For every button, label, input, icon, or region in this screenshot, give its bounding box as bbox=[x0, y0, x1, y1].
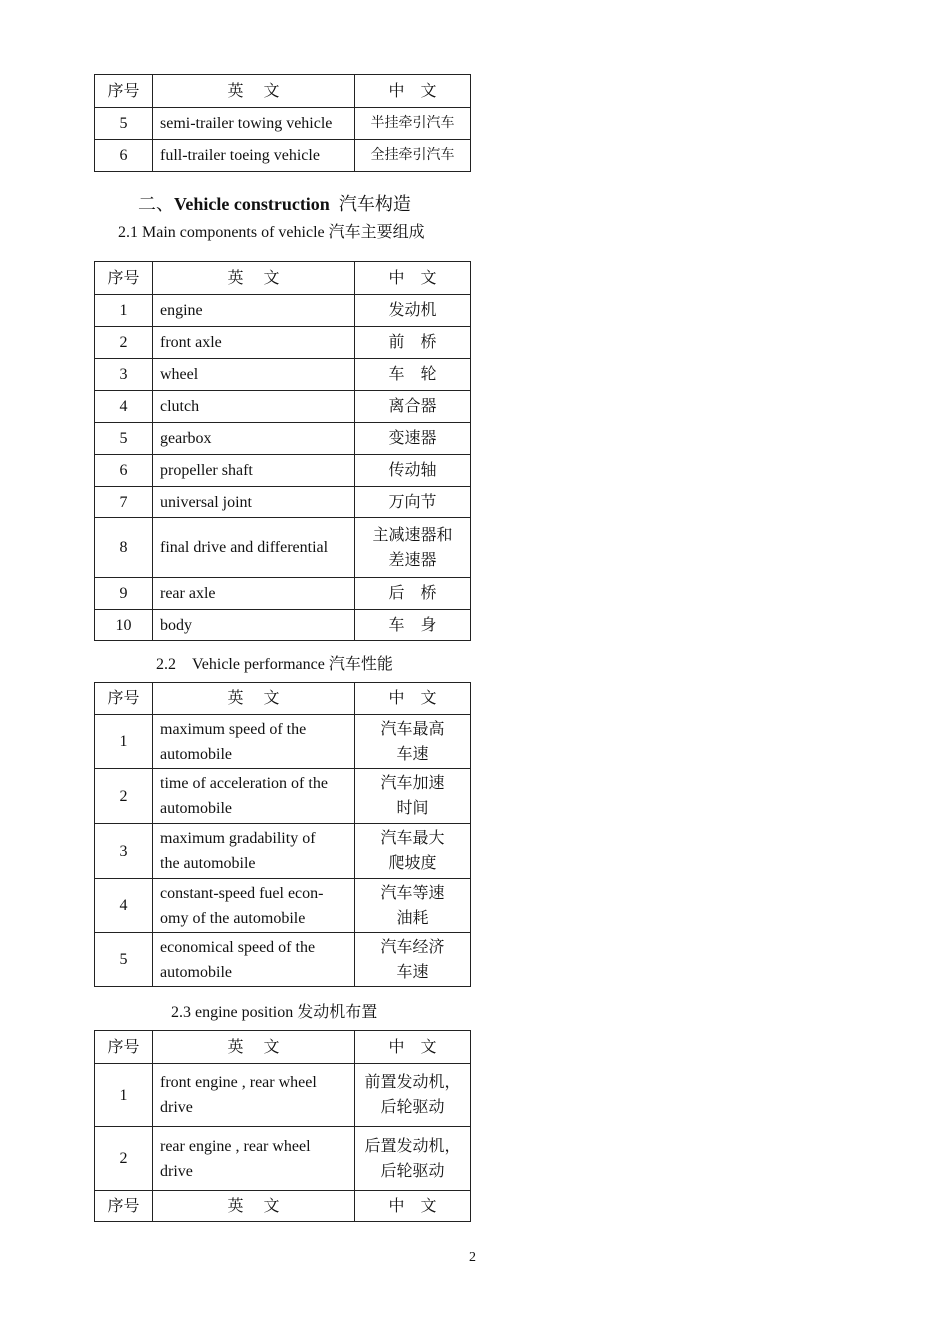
row-cn bbox=[355, 769, 471, 824]
subsection-heading: 2.3 engine position 发动机布置 bbox=[171, 1004, 378, 1021]
row-no: 1 bbox=[95, 715, 153, 769]
row-no: 5 bbox=[95, 423, 153, 455]
row-cn-line: 车速 bbox=[396, 963, 429, 981]
row-cn-line: 差速器 bbox=[388, 551, 437, 569]
row-cn-line: 后置发动机， bbox=[364, 1137, 461, 1155]
table-row bbox=[95, 824, 471, 879]
row-cn bbox=[355, 933, 471, 987]
table-header-row bbox=[95, 262, 471, 295]
row-cn bbox=[355, 879, 471, 933]
row-en bbox=[153, 715, 355, 769]
section-prefix: 二、 bbox=[138, 194, 174, 214]
header-en: 英 文 bbox=[153, 262, 355, 295]
vehicle-performance-table bbox=[94, 682, 471, 987]
row-cn-line: 爬坡度 bbox=[388, 855, 437, 872]
row-cn-line: 汽车加速 bbox=[380, 775, 445, 792]
row-en: clutch bbox=[153, 391, 355, 423]
table-row bbox=[95, 423, 471, 455]
row-en bbox=[153, 933, 355, 987]
row-cn-line: 主减速器和 bbox=[372, 526, 453, 544]
table-header-row bbox=[95, 683, 471, 715]
row-cn: 变速器 bbox=[355, 423, 471, 455]
header-no: 序号 bbox=[95, 75, 153, 108]
row-cn: 车 轮 bbox=[355, 359, 471, 391]
row-cn: 传动轴 bbox=[355, 455, 471, 487]
row-cn: 车 身 bbox=[355, 610, 471, 641]
row-no: 6 bbox=[95, 455, 153, 487]
row-no: 7 bbox=[95, 487, 153, 518]
row-cn-line: 车速 bbox=[396, 745, 429, 763]
row-cn-line: 汽车最大 bbox=[380, 830, 445, 847]
section-heading bbox=[138, 190, 411, 216]
row-en bbox=[153, 824, 355, 879]
footer-no: 序号 bbox=[95, 1191, 153, 1222]
row-cn: 离合器 bbox=[355, 391, 471, 423]
row-en: full-trailer toeing vehicle bbox=[153, 140, 355, 172]
header-no: 序号 bbox=[95, 683, 153, 715]
row-en: final drive and differential bbox=[153, 518, 355, 578]
footer-en: 英 文 bbox=[153, 1191, 355, 1222]
header-en: 英 文 bbox=[153, 75, 355, 108]
row-no: 4 bbox=[95, 879, 153, 933]
row-en bbox=[153, 1064, 355, 1127]
table-row bbox=[95, 391, 471, 423]
table-row bbox=[95, 487, 471, 518]
row-cn: 发动机 bbox=[355, 295, 471, 327]
row-en: engine bbox=[153, 295, 355, 327]
row-en bbox=[153, 879, 355, 933]
table-row bbox=[95, 295, 471, 327]
row-no: 6 bbox=[95, 140, 153, 172]
row-cn-line: 前置发动机， bbox=[364, 1074, 461, 1091]
row-no: 1 bbox=[95, 1064, 153, 1127]
row-cn-line: 油耗 bbox=[396, 909, 429, 927]
subsection-heading: 2.2 Vehicle performance 汽车性能 bbox=[156, 656, 393, 673]
row-no: 8 bbox=[95, 518, 153, 578]
row-cn-line: 时间 bbox=[396, 800, 429, 817]
row-no: 10 bbox=[95, 610, 153, 641]
row-cn: 全挂牵引汽车 bbox=[355, 140, 471, 172]
row-en-line: rear engine , rear wheel bbox=[160, 1137, 311, 1155]
table-row bbox=[95, 518, 471, 578]
table-row bbox=[95, 610, 471, 641]
row-no: 5 bbox=[95, 108, 153, 140]
row-no: 4 bbox=[95, 391, 153, 423]
row-cn-line: 汽车经济 bbox=[380, 938, 445, 956]
row-en-line: automobile bbox=[160, 800, 232, 817]
header-cn: 中 文 bbox=[355, 262, 471, 295]
row-en bbox=[153, 1127, 355, 1191]
row-en-line: constant-speed fuel econ- bbox=[160, 884, 324, 902]
table-row bbox=[95, 933, 471, 987]
table-header-row bbox=[95, 1031, 471, 1064]
row-en: rear axle bbox=[153, 578, 355, 610]
row-en: body bbox=[153, 610, 355, 641]
row-no: 2 bbox=[95, 769, 153, 824]
footer-cn: 中 文 bbox=[355, 1191, 471, 1222]
row-cn bbox=[355, 824, 471, 879]
table-row bbox=[95, 715, 471, 769]
row-en-line: economical speed of the bbox=[160, 938, 316, 956]
row-en-line: automobile bbox=[160, 963, 232, 981]
table-row bbox=[95, 769, 471, 824]
row-en-line: the automobile bbox=[160, 855, 256, 872]
row-cn-line: 后轮驱动 bbox=[380, 1099, 445, 1116]
row-cn-line: 后轮驱动 bbox=[380, 1162, 445, 1180]
row-en-line: omy of the automobile bbox=[160, 909, 306, 927]
row-en: gearbox bbox=[153, 423, 355, 455]
header-en: 英 文 bbox=[153, 683, 355, 715]
row-cn bbox=[355, 715, 471, 769]
table-row bbox=[95, 327, 471, 359]
section-title-en: Vehicle construction bbox=[174, 194, 330, 214]
row-en-line: time of acceleration of the bbox=[160, 775, 328, 792]
subsection-heading: 2.1 Main components of vehicle 汽车主要组成 bbox=[118, 224, 425, 241]
row-en: propeller shaft bbox=[153, 455, 355, 487]
row-no: 3 bbox=[95, 359, 153, 391]
row-cn bbox=[355, 1064, 471, 1127]
table-row bbox=[95, 140, 471, 172]
row-no: 2 bbox=[95, 327, 153, 359]
row-en-line: automobile bbox=[160, 745, 232, 763]
row-en-line: maximum speed of the bbox=[160, 720, 307, 738]
header-cn: 中 文 bbox=[355, 683, 471, 715]
row-cn: 后 桥 bbox=[355, 578, 471, 610]
page-number: 2 bbox=[469, 1250, 476, 1265]
main-components-table bbox=[94, 261, 471, 641]
row-cn: 半挂牵引汽车 bbox=[355, 108, 471, 140]
row-en-line: front engine , rear wheel bbox=[160, 1074, 317, 1091]
row-no: 1 bbox=[95, 295, 153, 327]
row-en bbox=[153, 769, 355, 824]
engine-position-table bbox=[94, 1030, 471, 1222]
table-row bbox=[95, 879, 471, 933]
row-no: 5 bbox=[95, 933, 153, 987]
row-no: 9 bbox=[95, 578, 153, 610]
section-title-cn: 汽车构造 bbox=[338, 194, 411, 214]
row-no: 2 bbox=[95, 1127, 153, 1191]
table-row bbox=[95, 1127, 471, 1191]
table-row bbox=[95, 1064, 471, 1127]
row-en-line: maximum gradability of bbox=[160, 830, 316, 847]
table-footer-row bbox=[95, 1191, 471, 1222]
row-en-line: drive bbox=[160, 1162, 193, 1180]
row-cn bbox=[355, 518, 471, 578]
row-en-line: drive bbox=[160, 1099, 193, 1116]
row-no: 3 bbox=[95, 824, 153, 879]
row-cn: 万向节 bbox=[355, 487, 471, 518]
table-row bbox=[95, 108, 471, 140]
table-row bbox=[95, 455, 471, 487]
header-cn: 中 文 bbox=[355, 1031, 471, 1064]
row-en: semi-trailer towing vehicle bbox=[153, 108, 355, 140]
row-cn bbox=[355, 1127, 471, 1191]
header-no: 序号 bbox=[95, 262, 153, 295]
table-header-row bbox=[95, 75, 471, 108]
header-cn: 中 文 bbox=[355, 75, 471, 108]
row-en: front axle bbox=[153, 327, 355, 359]
row-cn-line: 汽车最高 bbox=[380, 720, 445, 738]
row-en: wheel bbox=[153, 359, 355, 391]
row-cn: 前 桥 bbox=[355, 327, 471, 359]
vehicle-types-table bbox=[94, 74, 471, 172]
table-row bbox=[95, 578, 471, 610]
row-en: universal joint bbox=[153, 487, 355, 518]
header-no: 序号 bbox=[95, 1031, 153, 1064]
table-row bbox=[95, 359, 471, 391]
header-en: 英 文 bbox=[153, 1031, 355, 1064]
row-cn-line: 汽车等速 bbox=[380, 884, 445, 902]
